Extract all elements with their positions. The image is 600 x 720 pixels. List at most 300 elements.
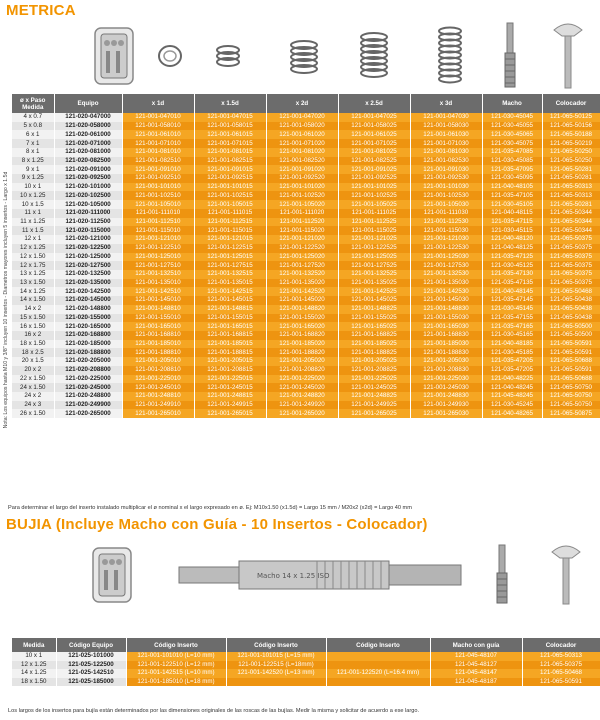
table-cell: 121-001-092520 — [266, 174, 338, 183]
table-cell: 121-001-225010 — [122, 375, 194, 384]
table-cell: 121-065-50750 — [542, 392, 600, 401]
metrica-footnote: Para determinar el largo del inserto instalado multiplicar el ø nominal x el largo expresado en ø. Ej: M10x1.50 (x1.5d) = Largo 15 mm / M20x2 (x2d) = Largo 40 mm — [8, 505, 412, 511]
table-row — [12, 340, 600, 349]
table-row — [12, 652, 600, 661]
kit-case-icon — [84, 18, 144, 94]
table-cell: 121-020-111000 — [54, 209, 122, 218]
table-cell: 121-065-50375 — [542, 244, 600, 253]
table-cell: 121-030-45045 — [482, 113, 542, 122]
table-cell: 121-001-245010 — [122, 383, 194, 392]
table-cell: 121-001-248820 — [266, 392, 338, 401]
table-row — [12, 678, 600, 687]
table-cell: 121-001-111015 — [194, 209, 266, 218]
table-cell: 121-001-208825 — [338, 366, 410, 375]
table-cell: 121-035-47095 — [482, 165, 542, 174]
table-cell: 15 x 1.50 — [12, 314, 54, 323]
table-cell: 121-045-48245 — [482, 392, 542, 401]
table-cell: 121-001-127530 — [410, 261, 482, 270]
table-cell: 121-001-127510 — [122, 261, 194, 270]
table-cell: 121-001-047030 — [410, 113, 482, 122]
table-cell: 121-001-105030 — [410, 200, 482, 209]
table-cell: 121-001-225020 — [266, 375, 338, 384]
table-cell: 121-035-47155 — [482, 314, 542, 323]
table-cell: 121-065-50591 — [542, 366, 600, 375]
table-cell: 121-001-185010 — [122, 340, 194, 349]
table-cell: 121-001-091015 — [194, 165, 266, 174]
table-cell: 6 x 1 — [12, 130, 54, 139]
table-cell: 121-030-45115 — [482, 226, 542, 235]
table-cell: 121-001-105025 — [338, 200, 410, 209]
table-cell: 121-001-132520 — [266, 270, 338, 279]
table-cell: 12 x 1.50 — [12, 253, 54, 262]
table-cell: 121-001-105015 — [194, 200, 266, 209]
table-cell: 121-035-47135 — [482, 279, 542, 288]
col-header: x 3d — [410, 94, 482, 113]
table-cell: 9 x 1.25 — [12, 174, 54, 183]
table-cell: 121-020-122500 — [54, 244, 122, 253]
tap-icon — [490, 18, 530, 94]
table-cell: 121-001-165015 — [194, 322, 266, 331]
table-cell: 121-001-245015 — [194, 383, 266, 392]
table-cell: 121-001-165025 — [338, 322, 410, 331]
table-cell: 121-020-142500 — [54, 287, 122, 296]
table-cell: 121-001-112515 — [194, 218, 266, 227]
table-cell: 121-020-058000 — [54, 122, 122, 131]
table-cell: 121-001-132510 — [122, 270, 194, 279]
col-header: Colocador — [522, 638, 600, 652]
table-cell: 121-030-45065 — [482, 130, 542, 139]
table-row — [12, 200, 600, 209]
table-cell: 121-001-115020 — [266, 226, 338, 235]
table-cell: 20 x 2 — [12, 366, 54, 375]
table-row — [12, 669, 600, 678]
product-images-row — [12, 18, 600, 94]
table-row — [12, 139, 600, 148]
col-header: Macho — [482, 94, 542, 113]
table-cell: 121-020-115000 — [54, 226, 122, 235]
table-cell: 121-001-168815 — [194, 331, 266, 340]
table-cell: 121-001-265030 — [410, 409, 482, 418]
col-header: Colocador — [542, 94, 600, 113]
table-cell: 121-001-188810 — [122, 348, 194, 357]
table-row — [12, 383, 600, 392]
table-cell: 121-001-142520 — [266, 287, 338, 296]
table-cell: 121-001-082530 — [410, 157, 482, 166]
table-cell: 121-001-081020 — [266, 148, 338, 157]
insert-coil-icon — [146, 18, 194, 94]
table-cell: 121-020-061000 — [54, 130, 122, 139]
table-cell: 121-040-48185 — [482, 340, 542, 349]
table-row — [12, 270, 600, 279]
table-cell: 121-045-48107 — [430, 652, 522, 661]
table-cell: 121-001-091010 — [122, 165, 194, 174]
table-cell: 121-001-165020 — [266, 322, 338, 331]
tap-icon — [172, 540, 472, 610]
table-cell: 12 x 1.25 — [12, 244, 54, 253]
table-cell: 18 x 1.50 — [12, 678, 56, 687]
metrica-table — [12, 94, 600, 418]
table-cell: 121-001-142525 — [338, 287, 410, 296]
table-cell: 121-001-188820 — [266, 348, 338, 357]
table-cell: 121-020-155000 — [54, 314, 122, 323]
table-cell: 121-065-50438 — [542, 296, 600, 305]
table-cell: 121-001-082525 — [338, 157, 410, 166]
table-cell: 121-001-248810 — [122, 392, 194, 401]
table-cell: 121-035-47105 — [482, 191, 542, 200]
col-header: Equipo — [54, 94, 122, 113]
table-cell: 121-001-165030 — [410, 322, 482, 331]
col-header: Código Inserto — [126, 638, 226, 652]
table-row — [12, 661, 600, 670]
table-row — [12, 218, 600, 227]
table-cell: 121-001-145010 — [122, 296, 194, 305]
table-row — [12, 287, 600, 296]
table-row — [12, 209, 600, 218]
table-cell: 121-001-091020 — [266, 165, 338, 174]
table-cell: 121-065-50438 — [542, 314, 600, 323]
table-cell: 121-001-135010 — [122, 279, 194, 288]
table-cell: 121-030-45245 — [482, 401, 542, 410]
table-cell: 121-001-122515 (L=18mm) — [226, 661, 326, 670]
table-cell: 121-001-185030 — [410, 340, 482, 349]
insert-coil-icon — [274, 18, 334, 94]
table-cell: 121-001-058020 — [266, 122, 338, 131]
bujia-table — [12, 638, 600, 686]
table-cell: 11 x 1 — [12, 209, 54, 218]
table-cell: 121-001-115030 — [410, 226, 482, 235]
table-cell: 12 x 1.75 — [12, 261, 54, 270]
table-cell: 121-001-265025 — [338, 409, 410, 418]
table-cell: 121-001-208815 — [194, 366, 266, 375]
table-cell: 16 x 1.50 — [12, 322, 54, 331]
table-cell: 121-025-101000 — [56, 652, 126, 661]
table-cell: 13 x 1.50 — [12, 279, 54, 288]
table-cell: 121-001-249920 — [266, 401, 338, 410]
table-cell: 121-065-50375 — [542, 270, 600, 279]
table-cell: 121-001-121015 — [194, 235, 266, 244]
table-cell: 121-001-102525 — [338, 191, 410, 200]
table-cell: 121-065-50375 — [542, 235, 600, 244]
table-row — [12, 366, 600, 375]
table-cell: 121-001-142515 — [194, 287, 266, 296]
table-cell: 121-001-148810 — [122, 305, 194, 314]
table-cell: 121-035-47130 — [482, 270, 542, 279]
metrica-title: METRICA — [6, 2, 76, 19]
table-cell: 121-065-50156 — [542, 122, 600, 131]
table-cell: 121-001-125030 — [410, 253, 482, 262]
table-cell: 121-001-188830 — [410, 348, 482, 357]
table-cell: 121-001-205020 — [266, 357, 338, 366]
table-cell: 121-001-082515 — [194, 157, 266, 166]
table-header-row — [12, 94, 600, 113]
table-cell: 121-030-45055 — [482, 122, 542, 131]
table-cell: 121-001-245025 — [338, 383, 410, 392]
table-cell: 121-001-125020 — [266, 253, 338, 262]
table-row — [12, 122, 600, 131]
table-cell: 10 x 1.25 — [12, 191, 54, 200]
table-cell: 121-035-47125 — [482, 253, 542, 262]
table-cell: 121-001-248830 — [410, 392, 482, 401]
table-cell: 11 x 1.5 — [12, 226, 54, 235]
table-cell: 121-001-092525 — [338, 174, 410, 183]
table-cell: 121-035-47205 — [482, 357, 542, 366]
table-cell: 121-065-50250 — [542, 148, 600, 157]
table-cell: 121-020-121000 — [54, 235, 122, 244]
table-cell: 121-001-225015 — [194, 375, 266, 384]
table-row — [12, 305, 600, 314]
table-cell: 121-001-245020 — [266, 383, 338, 392]
table-cell: 121-035-47115 — [482, 218, 542, 227]
table-cell: 121-020-092500 — [54, 174, 122, 183]
table-cell: 121-001-205030 — [410, 357, 482, 366]
table-cell: 121-001-125025 — [338, 253, 410, 262]
table-row — [12, 174, 600, 183]
table-cell: 8 x 1.25 — [12, 157, 54, 166]
table-row — [12, 357, 600, 366]
table-cell: 121-065-50688 — [542, 375, 600, 384]
table-row — [12, 130, 600, 139]
col-header: Macho con guía — [430, 638, 522, 652]
table-cell: 121-001-091025 — [338, 165, 410, 174]
table-cell: 121-001-122530 — [410, 244, 482, 253]
table-cell: 4 x 0.7 — [12, 113, 54, 122]
table-cell: 121-001-101025 — [338, 183, 410, 192]
table-cell — [326, 678, 430, 687]
table-cell: 121-001-168830 — [410, 331, 482, 340]
table-cell: 121-020-102500 — [54, 191, 122, 200]
table-row — [12, 409, 600, 418]
table-cell: 121-001-135015 — [194, 279, 266, 288]
table-cell: 121-065-50344 — [542, 218, 600, 227]
side-note: Nota: Los equipos hasta M10 y 3/8" incluyen 10 insertos - Diametros mayores incluyen 5 insertos - Largo x 1.5d — [3, 171, 9, 429]
table-cell: 121-001-145015 — [194, 296, 266, 305]
table-cell: 121-001-111025 — [338, 209, 410, 218]
table-row — [12, 392, 600, 401]
table-cell: 121-001-061030 — [410, 130, 482, 139]
table-cell: 121-065-50375 — [542, 253, 600, 262]
table-cell: 14 x 1.25 — [12, 669, 56, 678]
insert-coil-icon — [344, 18, 404, 94]
kit-case-icon — [82, 540, 142, 610]
table-cell: 121-001-102515 — [194, 191, 266, 200]
table-cell: 121-065-50438 — [542, 305, 600, 314]
table-row — [12, 375, 600, 384]
table-cell: 121-001-111020 — [266, 209, 338, 218]
table-cell: 121-040-48245 — [482, 383, 542, 392]
table-row — [12, 279, 600, 288]
table-row — [12, 191, 600, 200]
table-cell: 121-001-058010 — [122, 122, 194, 131]
table-cell: 12 x 1 — [12, 235, 54, 244]
table-cell: 5 x 0.8 — [12, 122, 54, 131]
table-cell: 121-001-071025 — [338, 139, 410, 148]
table-cell: 121-030-45125 — [482, 261, 542, 270]
table-cell: 121-001-168825 — [338, 331, 410, 340]
table-cell: 14 x 1.50 — [12, 296, 54, 305]
table-cell: 7 x 1 — [12, 139, 54, 148]
table-cell: 121-065-50591 — [522, 678, 600, 687]
table-cell: 121-001-101015 (L=15 mm) — [226, 652, 326, 661]
table-cell: 121-020-081000 — [54, 148, 122, 157]
table-cell: 24 x 1.50 — [12, 383, 54, 392]
table-cell: 121-001-225030 — [410, 375, 482, 384]
table-cell: 121-001-148820 — [266, 305, 338, 314]
table-cell: 121-001-081025 — [338, 148, 410, 157]
col-header: x 1d — [122, 94, 194, 113]
table-cell: 121-020-135000 — [54, 279, 122, 288]
table-cell: 121-001-125015 — [194, 253, 266, 262]
table-cell: 121-045-48187 — [430, 678, 522, 687]
table-cell: 13 x 1.25 — [12, 270, 54, 279]
table-cell: 121-001-155015 — [194, 314, 266, 323]
table-cell: 121-001-122520 (L=16.4 mm) — [326, 669, 430, 678]
table-cell: 121-040-48145 — [482, 287, 542, 296]
table-cell: 121-025-122500 — [56, 661, 126, 670]
table-cell: 121-030-45105 — [482, 200, 542, 209]
table-cell: 20 x 1.5 — [12, 357, 54, 366]
table-cell: 121-001-121025 — [338, 235, 410, 244]
table-cell: 121-065-50125 — [542, 113, 600, 122]
table-cell: 121-001-205015 — [194, 357, 266, 366]
table-cell: 121-020-082500 — [54, 157, 122, 166]
table-cell: 121-001-265015 — [194, 409, 266, 418]
tap-label: Macho 14 x 1.25 ISO — [257, 572, 330, 580]
table-cell: 121-025-142510 — [56, 669, 126, 678]
table-cell: 121-040-48115 — [482, 209, 542, 218]
table-cell: 121-001-142520 (L=13 mm) — [226, 669, 326, 678]
table-cell: 121-001-102510 — [122, 191, 194, 200]
table-cell: 121-020-071000 — [54, 139, 122, 148]
table-cell: 121-040-48225 — [482, 375, 542, 384]
col-header: x 1.5d — [194, 94, 266, 113]
table-cell: 121-020-105000 — [54, 200, 122, 209]
table-cell: 121-001-185020 — [266, 340, 338, 349]
table-cell: 121-001-121020 — [266, 235, 338, 244]
table-cell: 121-001-249930 — [410, 401, 482, 410]
table-cell: 121-001-168810 — [122, 331, 194, 340]
bujia-title: BUJIA (Incluye Macho con Guía - 10 Insertos - Colocador) — [6, 516, 428, 533]
table-cell: 121-001-265020 — [266, 409, 338, 418]
table-cell: 121-035-47205 — [482, 366, 542, 375]
table-cell: 121-001-148815 — [194, 305, 266, 314]
table-cell: 121-001-112530 — [410, 218, 482, 227]
table-cell: 121-065-50281 — [542, 165, 600, 174]
table-cell: 121-020-245000 — [54, 383, 122, 392]
table-cell: 121-001-105010 — [122, 200, 194, 209]
table-cell: 121-001-092530 — [410, 174, 482, 183]
table-cell: 121-001-092515 — [194, 174, 266, 183]
table-cell: 121-065-50591 — [542, 348, 600, 357]
table-cell: 121-001-265010 — [122, 409, 194, 418]
table-cell: 121-020-148800 — [54, 305, 122, 314]
table-cell: 121-001-135030 — [410, 279, 482, 288]
table-cell: 121-001-185015 — [194, 340, 266, 349]
table-cell: 121-020-208800 — [54, 366, 122, 375]
table-cell: 121-001-111010 — [122, 209, 194, 218]
table-row — [12, 314, 600, 323]
table-cell: 121-001-148830 — [410, 305, 482, 314]
col-header: x 2.5d — [338, 94, 410, 113]
table-cell: 121-001-111030 — [410, 209, 482, 218]
table-cell: 121-020-248800 — [54, 392, 122, 401]
table-row — [12, 235, 600, 244]
table-cell: 121-001-205025 — [338, 357, 410, 366]
table-cell: 10 x 1.5 — [12, 200, 54, 209]
table-cell: 121-001-092510 — [122, 174, 194, 183]
table-cell: 121-001-058015 — [194, 122, 266, 131]
table-cell: 121-065-50468 — [542, 287, 600, 296]
bujia-images-row — [12, 540, 600, 610]
table-cell: 121-001-135025 — [338, 279, 410, 288]
table-cell: 121-001-112510 — [122, 218, 194, 227]
table-cell: 121-001-122525 — [338, 244, 410, 253]
table-cell: 121-020-249900 — [54, 401, 122, 410]
table-cell: 121-065-50375 — [542, 261, 600, 270]
table-cell: 121-001-122510 — [122, 244, 194, 253]
table-cell: 18 x 2.5 — [12, 348, 54, 357]
table-cell: 18 x 1.50 — [12, 340, 54, 349]
table-cell: 121-001-047010 — [122, 113, 194, 122]
table-cell: 121-001-148825 — [338, 305, 410, 314]
table-cell: 121-001-061010 — [122, 130, 194, 139]
table-cell: 121-030-45145 — [482, 305, 542, 314]
table-row — [12, 348, 600, 357]
table-cell: 121-001-225025 — [338, 375, 410, 384]
table-cell: 121-001-122520 — [266, 244, 338, 253]
table-cell — [226, 678, 326, 687]
table-cell: 121-040-48125 — [482, 244, 542, 253]
col-header: Medida — [12, 638, 56, 652]
col-header: Código Inserto — [326, 638, 430, 652]
table-cell — [326, 652, 430, 661]
table-cell: 121-001-081015 — [194, 148, 266, 157]
table-cell: 121-065-50313 — [542, 191, 600, 200]
table-cell: 121-001-071030 — [410, 139, 482, 148]
table-row — [12, 226, 600, 235]
insert-coil-icon — [420, 18, 480, 94]
table-row — [12, 296, 600, 305]
table-cell: 121-020-265000 — [54, 409, 122, 418]
table-cell: 121-065-50500 — [542, 322, 600, 331]
installer-tool-icon — [538, 540, 594, 610]
table-row — [12, 401, 600, 410]
table-cell: 121-001-188815 — [194, 348, 266, 357]
table-cell: 121-065-50875 — [542, 409, 600, 418]
bujia-footnote: Los largos de los insertos para bujía están determinados por las dimensiones originales de las roscas de las bujías. Medir la misma y solicitar de acuerdo a ese largo. — [8, 708, 420, 714]
table-cell: 121-001-127520 — [266, 261, 338, 270]
table-cell: 121-020-132500 — [54, 270, 122, 279]
table-cell: 121-001-208830 — [410, 366, 482, 375]
table-cell: 121-020-091000 — [54, 165, 122, 174]
table-cell: 121-065-50750 — [542, 401, 600, 410]
table-row — [12, 261, 600, 270]
table-cell: 121-001-249915 — [194, 401, 266, 410]
table-row — [12, 157, 600, 166]
table-cell: 121-035-47085 — [482, 148, 542, 157]
table-cell: 121-065-50281 — [542, 174, 600, 183]
table-cell: 121-001-245030 — [410, 383, 482, 392]
insert-coil-icon — [204, 18, 252, 94]
table-cell: 9 x 1 — [12, 165, 54, 174]
table-cell: 121-001-112520 — [266, 218, 338, 227]
table-cell: 121-001-165010 — [122, 322, 194, 331]
table-cell: 121-065-50250 — [542, 157, 600, 166]
table-cell: 121-001-208820 — [266, 366, 338, 375]
table-cell: 121-020-127500 — [54, 261, 122, 270]
table-cell: 121-001-101030 — [410, 183, 482, 192]
table-cell: 121-001-061025 — [338, 130, 410, 139]
table-cell: 26 x 1.50 — [12, 409, 54, 418]
